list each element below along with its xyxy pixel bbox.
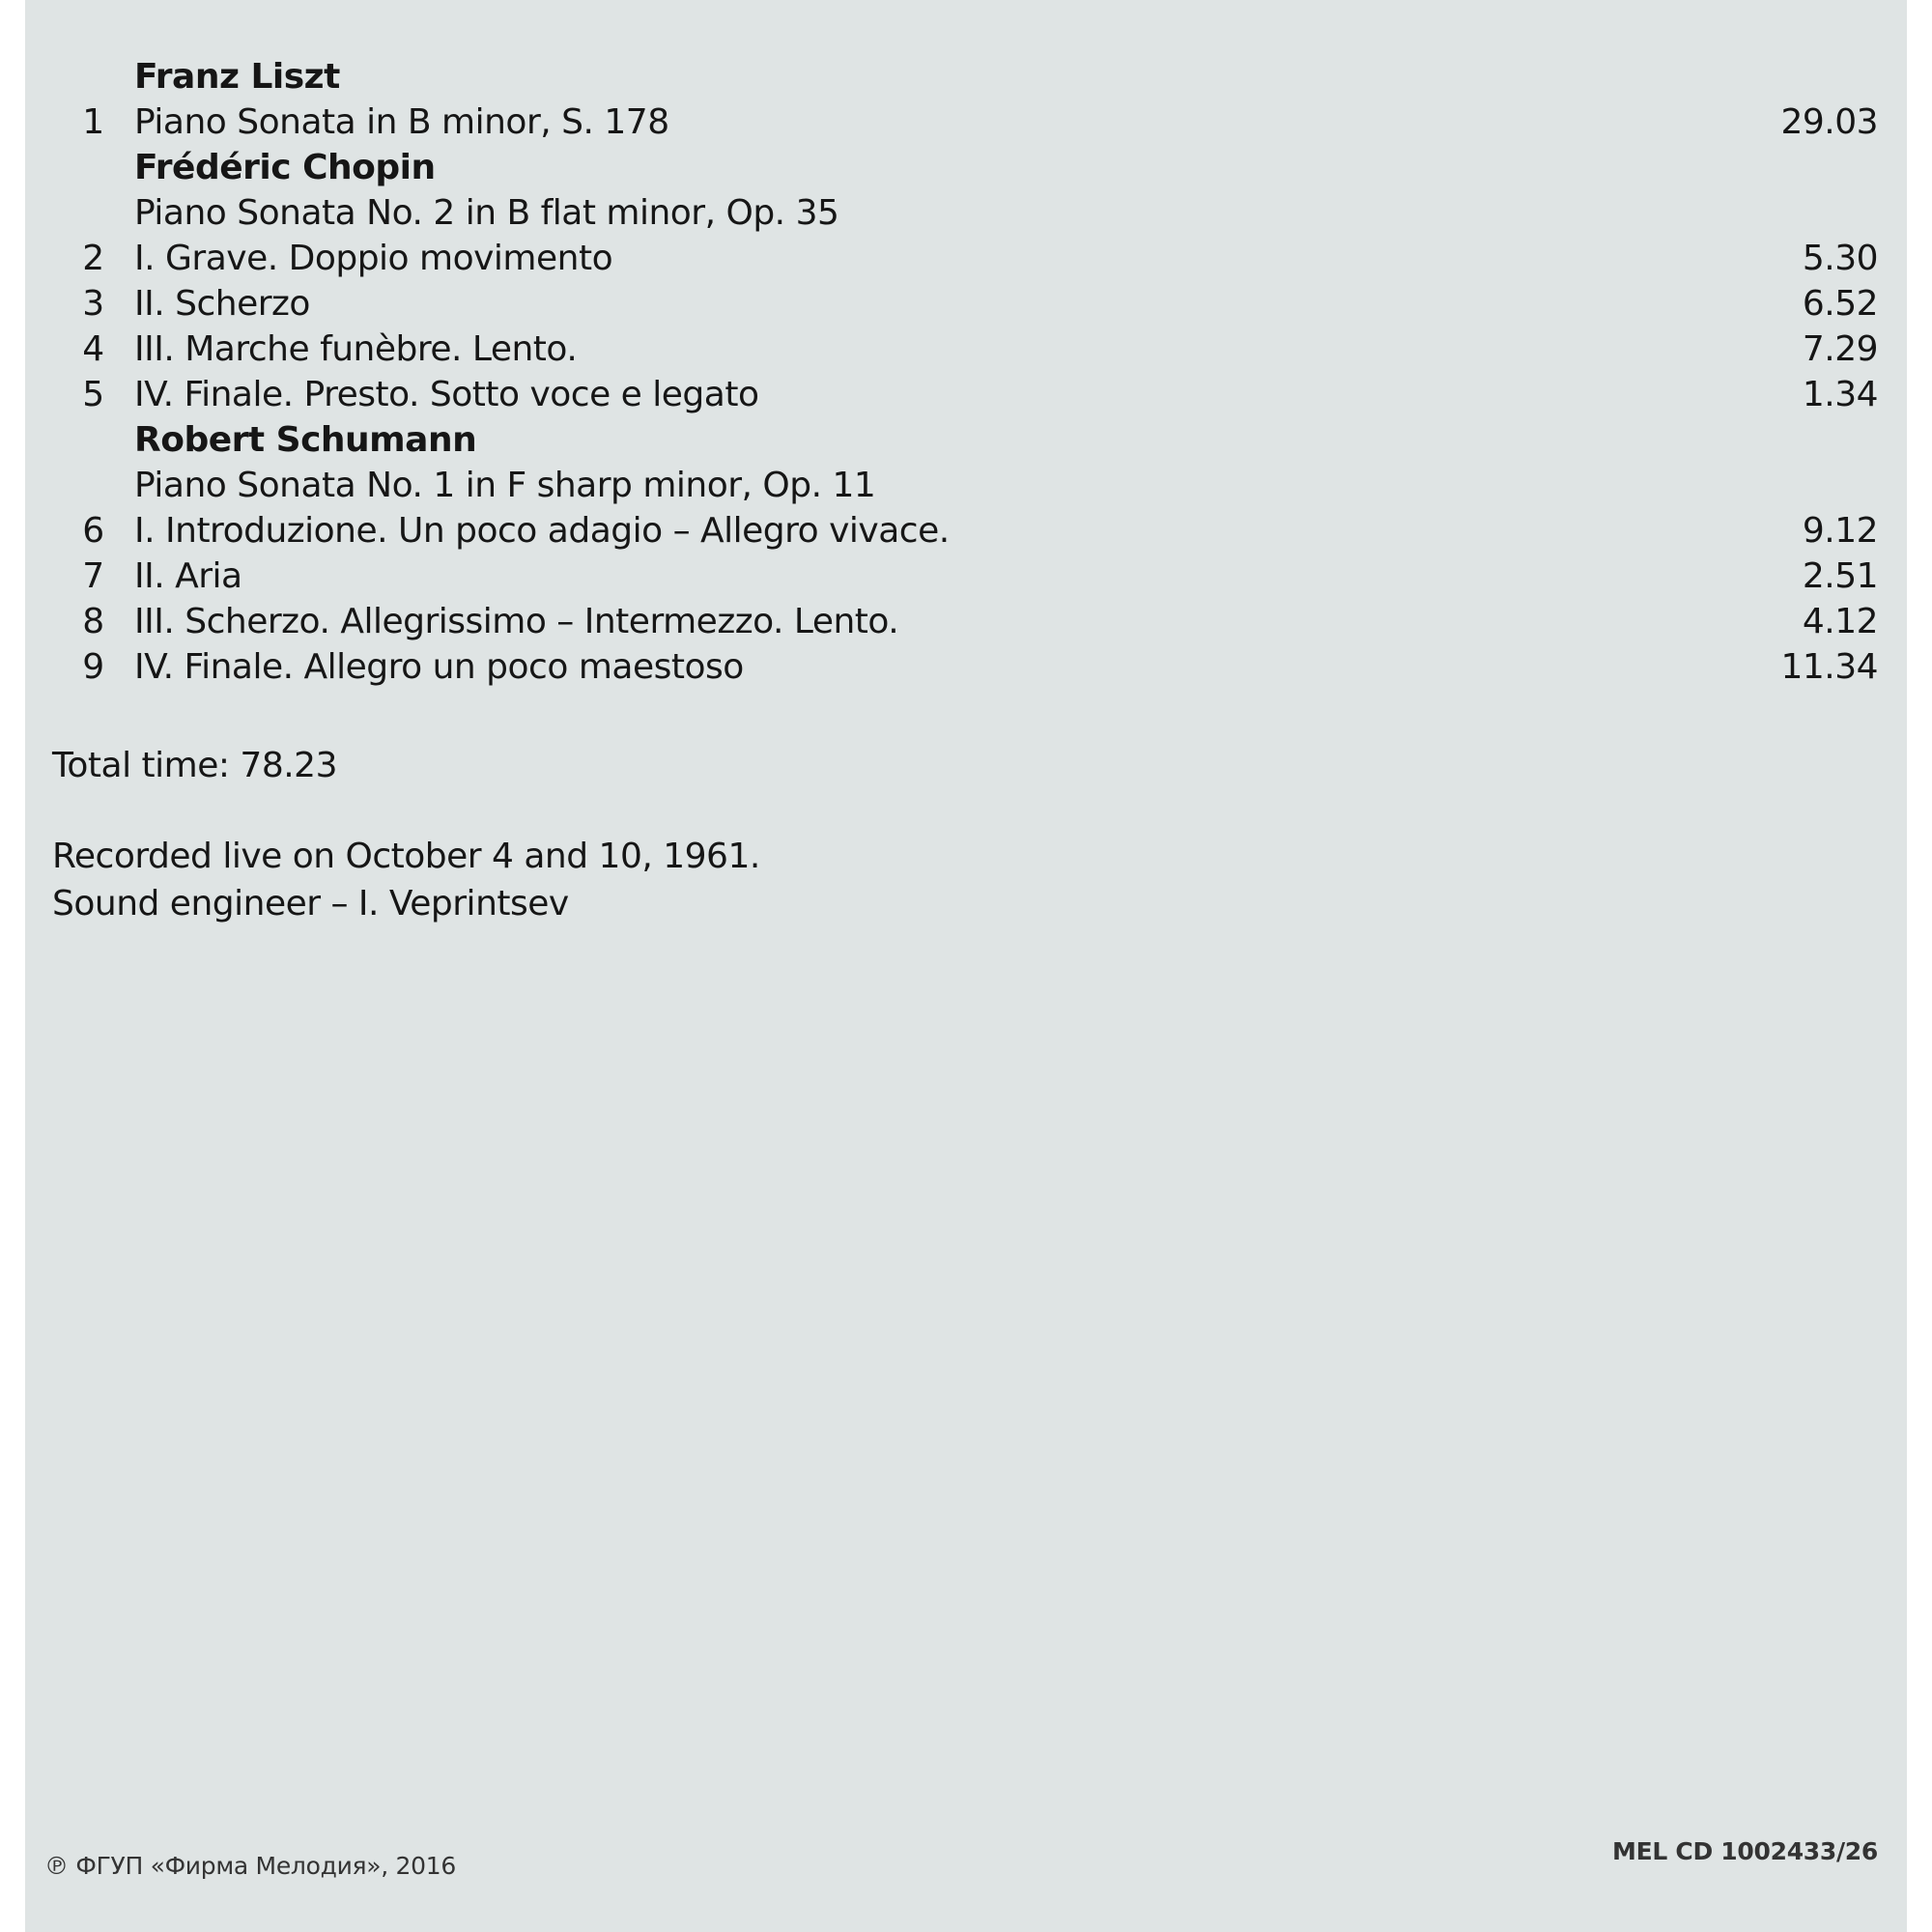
copyright-notice: ℗ ФГУП «Фирма Мелодия», 2016	[44, 1852, 456, 1880]
composer-heading	[52, 145, 1878, 190]
track-title: I. Introduzione. Un poco adagio – Allegro vivace.	[134, 511, 950, 551]
track-row	[52, 554, 1878, 599]
total-time: Total time: 78.23	[52, 746, 337, 785]
track-row	[52, 99, 1878, 145]
sound-engineer: Sound engineer – I. Veprintsev	[52, 884, 569, 923]
track-row	[52, 236, 1878, 281]
catalog-number: MEL CD 1002433/26	[1612, 1837, 1878, 1865]
track-title: Piano Sonata in B minor, S. 178	[134, 102, 669, 142]
track-title: I. Grave. Doppio movimento	[134, 239, 613, 278]
track-number: 4	[82, 329, 104, 369]
track-duration: 9.12	[1802, 511, 1878, 551]
track-number: 6	[82, 511, 104, 551]
dot-leader	[620, 236, 1795, 281]
work-title-row	[52, 190, 1878, 236]
composer-name: Robert Schumann	[134, 420, 477, 460]
work-title-row	[52, 463, 1878, 508]
track-row	[52, 281, 1878, 327]
track-duration: 6.52	[1802, 284, 1878, 324]
dot-leader	[677, 99, 1774, 145]
booklet-page	[25, 0, 1907, 1932]
track-number: 9	[82, 647, 104, 687]
track-duration: 2.51	[1802, 556, 1878, 596]
track-row	[52, 599, 1878, 644]
composer-heading	[52, 417, 1878, 463]
recording-info	[52, 833, 760, 927]
dot-leader	[318, 281, 1795, 327]
track-title: IV. Finale. Allegro un poco maestoso	[134, 647, 744, 687]
recording-date: Recorded live on October 4 and 10, 1961.	[52, 837, 760, 876]
track-duration: 11.34	[1780, 647, 1878, 687]
track-number: 1	[82, 102, 104, 142]
track-row	[52, 644, 1878, 690]
track-duration: 29.03	[1780, 102, 1878, 142]
dot-leader	[906, 599, 1795, 644]
track-title: III. Marche funèbre. Lento.	[134, 329, 578, 369]
track-duration: 4.12	[1802, 602, 1878, 641]
track-title: II. Scherzo	[134, 284, 310, 324]
track-title: II. Aria	[134, 556, 242, 596]
dot-leader	[250, 554, 1795, 599]
track-duration: 1.34	[1802, 375, 1878, 414]
track-number: 3	[82, 284, 104, 324]
track-number: 2	[82, 239, 104, 278]
composer-name: Frédéric Chopin	[134, 148, 436, 187]
track-title: III. Scherzo. Allegrissimo – Intermezzo. Lento.	[134, 602, 899, 641]
work-title: Piano Sonata No. 1 in F sharp minor, Op. 11	[134, 466, 876, 505]
composer-name: Franz Liszt	[134, 57, 340, 97]
track-number: 8	[82, 602, 104, 641]
tracklist	[52, 54, 1878, 690]
dot-leader	[752, 644, 1774, 690]
work-title: Piano Sonata No. 2 in B flat minor, Op. 35	[134, 193, 839, 233]
track-row	[52, 372, 1878, 417]
track-duration: 7.29	[1802, 329, 1878, 369]
track-title: IV. Finale. Presto. Sotto voce e legato	[134, 375, 759, 414]
track-row	[52, 508, 1878, 554]
dot-leader	[957, 508, 1795, 554]
track-number: 7	[82, 556, 104, 596]
composer-heading	[52, 54, 1878, 99]
dot-leader	[584, 327, 1795, 372]
track-number: 5	[82, 375, 104, 414]
track-row	[52, 327, 1878, 372]
track-duration: 5.30	[1802, 239, 1878, 278]
dot-leader	[766, 372, 1794, 417]
